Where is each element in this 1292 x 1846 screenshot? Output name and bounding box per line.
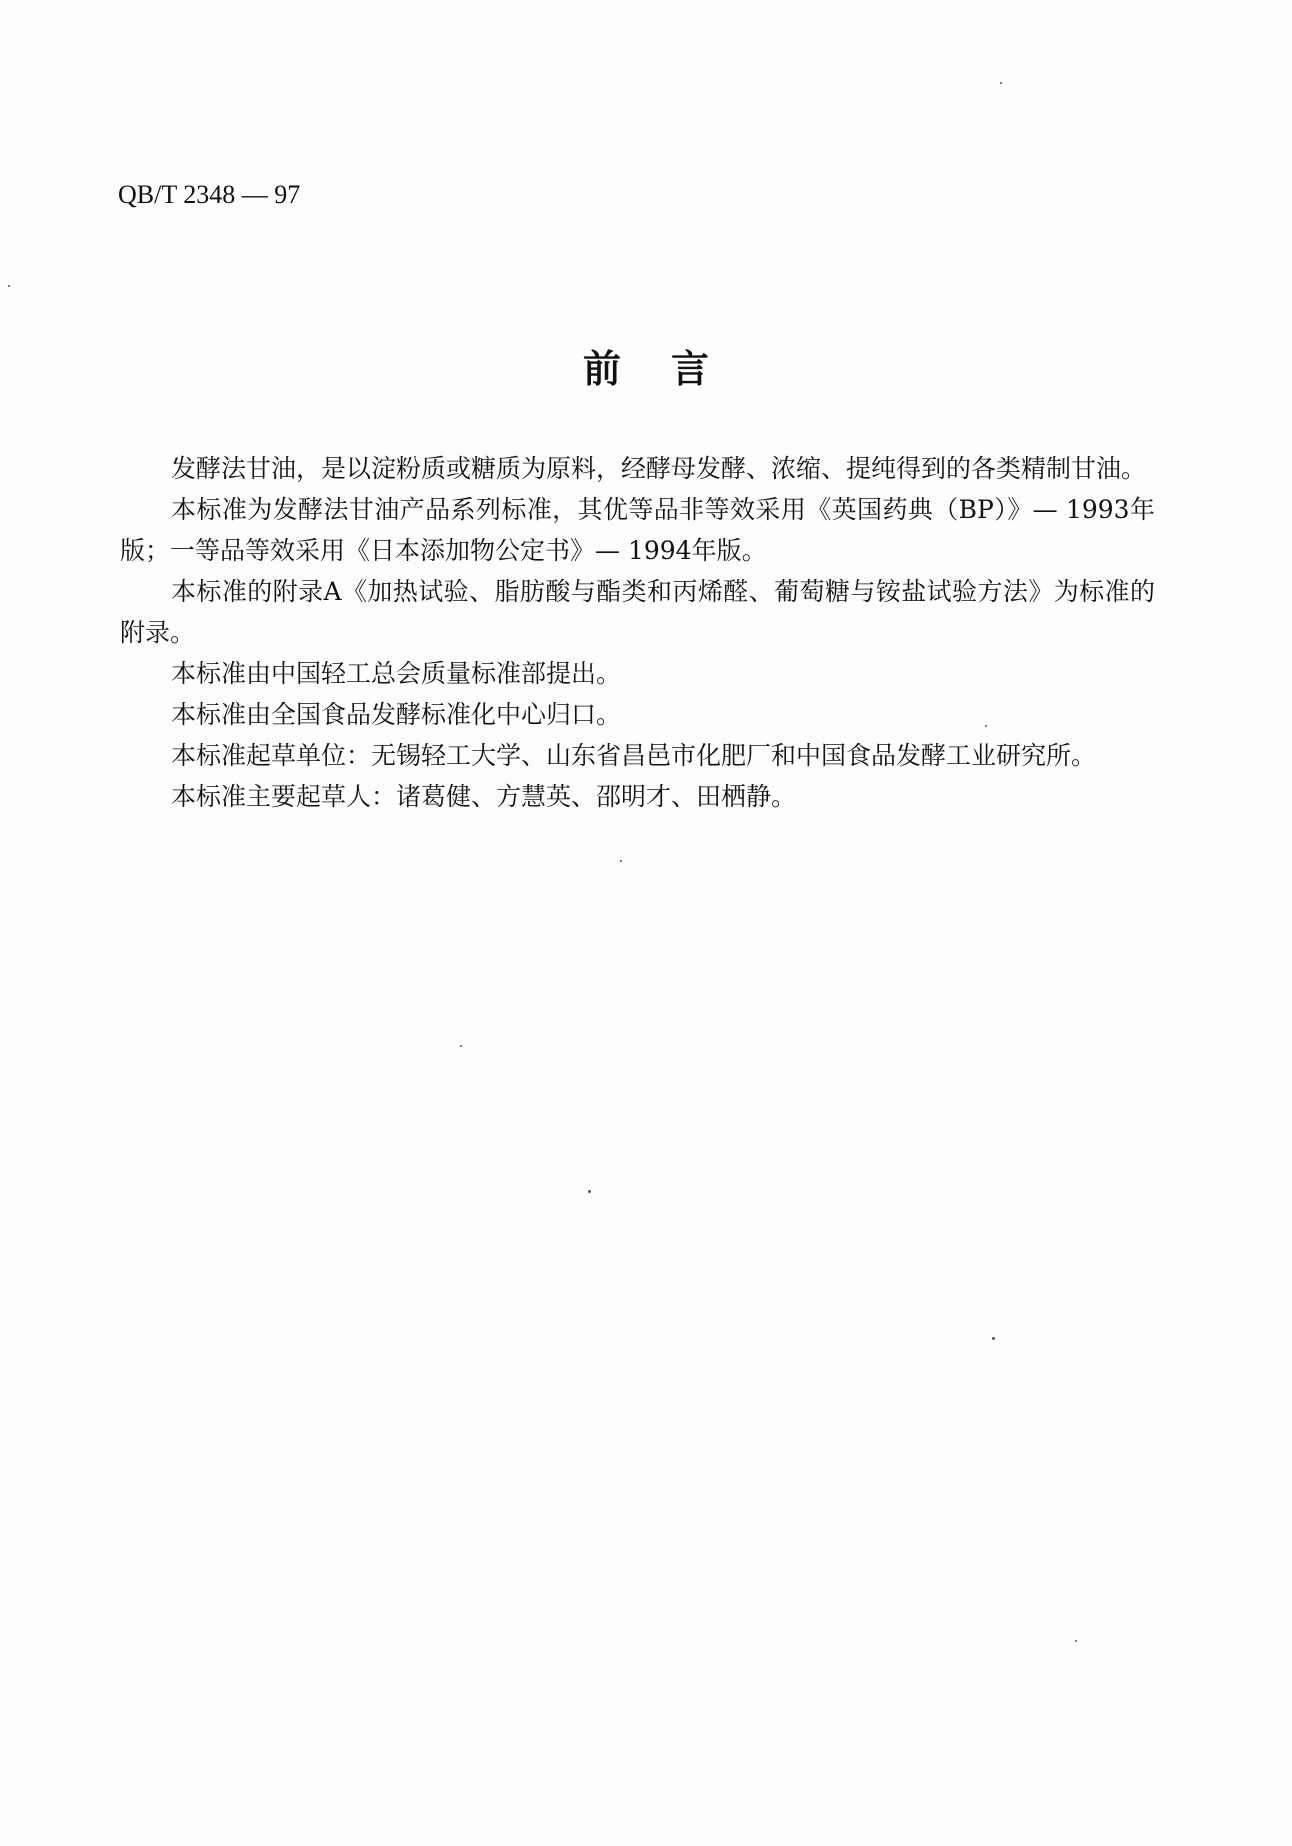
scan-speck (8, 285, 10, 287)
preface-body (120, 448, 1155, 817)
document-code: QB/T 2348 — 97 (118, 180, 301, 209)
scan-speck (1000, 82, 1002, 84)
scan-speck (460, 1045, 462, 1047)
paragraph: 本标准起草单位：无锡轻工大学、山东省昌邑市化肥厂和中国食品发酵工业研究所。 (171, 741, 1097, 770)
paragraph: 发酵法甘油，是以淀粉质或糖质为原料，经酵母发酵、浓缩、提纯得到的各类精制甘油。 (171, 454, 1147, 483)
paragraph: 本标准为发酵法甘油产品系列标准，其优等品非等效采用《英国药典（BP）》— 1993年版；一等品等效采用《日本添加物公定书》— 1994年版。 (120, 495, 1155, 565)
paragraph: 本标准的附录A《加热试验、脂肪酸与酯类和丙烯醛、葡萄糖与铵盐试验方法》为标准的附录。 (120, 577, 1155, 647)
paragraph: 本标准由中国轻工总会质量标准部提出。 (171, 659, 622, 688)
paragraph: 本标准由全国食品发酵标准化中心归口。 (171, 700, 622, 729)
scan-speck (620, 860, 622, 862)
page-title: 前言 (582, 346, 759, 391)
paragraph: 本标准主要起草人：诸葛健、方慧英、邵明才、田栖静。 (171, 782, 797, 811)
scan-speck (1075, 1640, 1077, 1642)
scan-speck (985, 725, 987, 727)
scan-speck (588, 1190, 591, 1193)
scan-speck (992, 1337, 995, 1340)
